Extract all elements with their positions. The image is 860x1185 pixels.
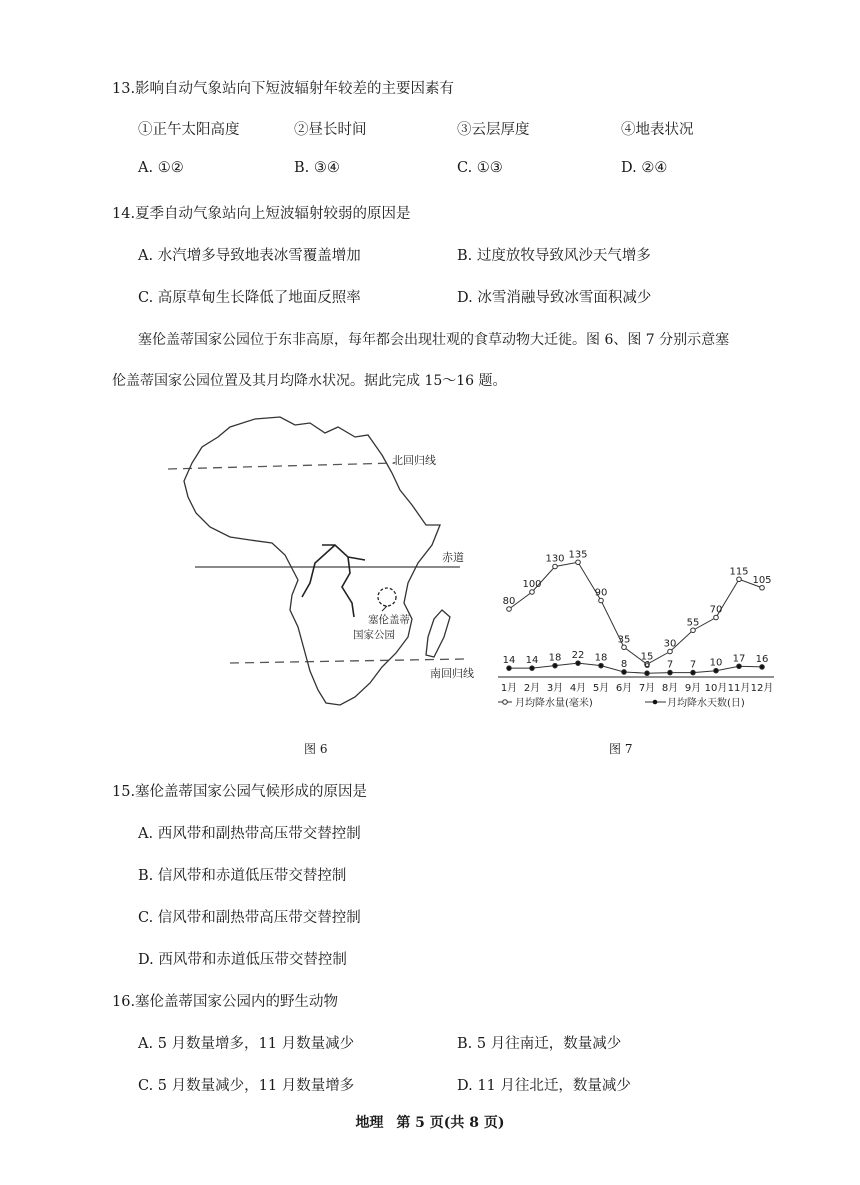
days-point bbox=[714, 668, 719, 673]
q13-option-b: B. ③④ bbox=[294, 160, 340, 176]
rain-data-label: 100 bbox=[522, 579, 542, 590]
x-tick-label: 7月 bbox=[638, 683, 656, 694]
days-data-label: 10 bbox=[709, 657, 723, 669]
figure-7-caption: 图 7 bbox=[609, 742, 633, 756]
rain-data-label: 90 bbox=[594, 587, 608, 599]
x-tick-label: 2月 bbox=[523, 683, 541, 694]
tropic-of-capricorn-line bbox=[230, 659, 465, 663]
legend-rain-marker bbox=[503, 700, 508, 705]
x-tick-label: 5月 bbox=[592, 683, 610, 694]
passage-line-2: 伦盖蒂国家公园位置及其月均降水状况。据此完成 15～16 题。 bbox=[112, 373, 507, 389]
rain-data-label: 70 bbox=[709, 604, 723, 616]
x-tick-label: 1月 bbox=[500, 683, 518, 694]
rain-point bbox=[622, 645, 627, 650]
x-tick-label: 6月 bbox=[615, 683, 633, 694]
label-park-line-2: 国家公园 bbox=[353, 629, 395, 641]
days-point bbox=[576, 661, 581, 666]
rain-point bbox=[553, 564, 558, 569]
days-data-label: 16 bbox=[755, 653, 769, 665]
q13-stem: 13.影响自动气象站向下短波辐射年较差的主要因素有 bbox=[112, 81, 455, 97]
days-point bbox=[691, 670, 696, 675]
rain-data-label: 30 bbox=[663, 638, 677, 650]
park-location-marker bbox=[378, 588, 396, 606]
days-data-label: 18 bbox=[548, 652, 562, 664]
days-point bbox=[599, 663, 604, 668]
rain-point bbox=[576, 560, 581, 565]
rain-point bbox=[530, 590, 535, 595]
days-data-label: 14 bbox=[502, 655, 516, 667]
rain-point bbox=[668, 649, 673, 654]
days-data-label: 17 bbox=[732, 653, 746, 665]
days-point bbox=[530, 666, 535, 671]
days-data-label: 18 bbox=[594, 652, 608, 664]
q16-option-d: D. 11 月往北迁，数量减少 bbox=[457, 1078, 631, 1094]
x-tick-label: 10月 bbox=[704, 683, 728, 694]
q16-stem: 16.塞伦盖蒂国家公园内的野生动物 bbox=[112, 994, 339, 1010]
madagascar-outline bbox=[426, 610, 450, 657]
q13-option-a: A. ①② bbox=[138, 160, 184, 176]
passage-line-1: 塞伦盖蒂国家公园位于东非高原，每年都会出现壮观的食草动物大迁徙。图 6、图 7 分别示意塞 bbox=[138, 332, 730, 348]
x-tick-label: 9月 bbox=[684, 683, 702, 694]
days-data-label: 7 bbox=[689, 659, 697, 671]
rain-data-label: 35 bbox=[617, 634, 631, 646]
x-tick-label: 12月 bbox=[750, 683, 774, 694]
rain-point bbox=[507, 607, 512, 612]
q16-option-a: A. 5 月数量增多，11 月数量减少 bbox=[138, 1036, 355, 1052]
days-point bbox=[737, 664, 742, 669]
page-footer bbox=[0, 1112, 860, 1132]
days-series-line bbox=[509, 663, 762, 673]
x-tick-label: 8月 bbox=[661, 683, 679, 694]
rain-data-label: 130 bbox=[545, 553, 565, 565]
africa-map bbox=[160, 405, 480, 725]
precipitation-chart bbox=[490, 548, 790, 723]
q14-option-c: C. 高原草甸生长降低了地面反照率 bbox=[138, 290, 361, 306]
q15-option-b: B. 信风带和赤道低压带交替控制 bbox=[138, 868, 347, 884]
park-leader-line bbox=[382, 606, 387, 611]
label-tropic-of-cancer: 北回归线 bbox=[392, 454, 436, 467]
days-data-label: 8 bbox=[620, 658, 628, 670]
q14-option-a: A. 水汽增多导致地表冰雪覆盖增加 bbox=[138, 248, 361, 264]
days-data-label: 22 bbox=[571, 650, 585, 662]
days-point bbox=[622, 670, 627, 675]
q15-option-c: C. 信风带和副热带高压带交替控制 bbox=[138, 910, 361, 926]
rain-data-label: 80 bbox=[502, 596, 516, 607]
footer-subject: 地理 bbox=[355, 1115, 384, 1131]
x-tick-label: 3月 bbox=[546, 683, 564, 694]
rain-point bbox=[691, 628, 696, 633]
rain-data-label: 135 bbox=[568, 549, 588, 561]
days-point bbox=[553, 663, 558, 668]
q15-option-a: A. 西风带和副热带高压带交替控制 bbox=[138, 826, 361, 842]
q13-item-4: ④地表状况 bbox=[621, 122, 694, 138]
days-point bbox=[507, 666, 512, 671]
rain-data-label: 55 bbox=[686, 617, 700, 629]
x-tick-label: 11月 bbox=[727, 683, 751, 694]
days-data-label: 14 bbox=[525, 655, 539, 667]
rain-data-label: 105 bbox=[752, 574, 772, 586]
days-point bbox=[668, 670, 673, 675]
q14-option-d: D. 冰雪消融导致冰雪面积减少 bbox=[457, 290, 652, 306]
q15-option-d: D. 西风带和赤道低压带交替控制 bbox=[138, 952, 347, 968]
days-data-label: 6 bbox=[643, 660, 651, 672]
rain-point bbox=[714, 615, 719, 620]
q13-item-1: ①正午太阳高度 bbox=[138, 122, 240, 138]
label-tropic-of-capricorn: 南回归线 bbox=[430, 667, 474, 680]
q15-stem: 15.塞伦盖蒂国家公园气候形成的原因是 bbox=[112, 784, 368, 800]
days-point bbox=[760, 665, 765, 670]
rain-data-label: 15 bbox=[640, 651, 654, 663]
q13-item-2: ②昼长时间 bbox=[294, 122, 367, 138]
label-equator: 赤道 bbox=[442, 551, 464, 564]
legend-days-label: 月均降水天数(日) bbox=[667, 698, 745, 709]
footer-page-number: 第 5 页(共 8 页) bbox=[396, 1115, 505, 1131]
legend-rain-label: 月均降水量(毫米) bbox=[515, 698, 593, 709]
rain-data-label: 115 bbox=[729, 566, 749, 578]
q14-option-b: B. 过度放牧导致风沙天气增多 bbox=[457, 248, 651, 264]
river bbox=[302, 545, 365, 617]
rain-point bbox=[737, 577, 742, 582]
q16-option-b: B. 5 月往南迁，数量减少 bbox=[457, 1036, 622, 1052]
days-point bbox=[645, 671, 650, 676]
q13-option-d: D. ②④ bbox=[621, 160, 668, 176]
rain-point bbox=[599, 598, 604, 603]
tropic-of-cancer-line bbox=[168, 463, 395, 469]
label-park-line-1: 塞伦盖蒂 bbox=[368, 614, 410, 626]
q13-item-3: ③云层厚度 bbox=[457, 122, 530, 138]
x-tick-label: 4月 bbox=[569, 683, 587, 694]
figure-6-caption: 图 6 bbox=[304, 742, 328, 756]
q14-stem: 14.夏季自动气象站向上短波辐射较弱的原因是 bbox=[112, 206, 411, 222]
q16-option-c: C. 5 月数量减少，11 月数量增多 bbox=[138, 1078, 355, 1094]
legend-days-marker bbox=[653, 700, 658, 705]
rain-point bbox=[760, 585, 765, 590]
days-data-label: 7 bbox=[666, 659, 674, 671]
q13-option-c: C. ①③ bbox=[457, 160, 503, 176]
